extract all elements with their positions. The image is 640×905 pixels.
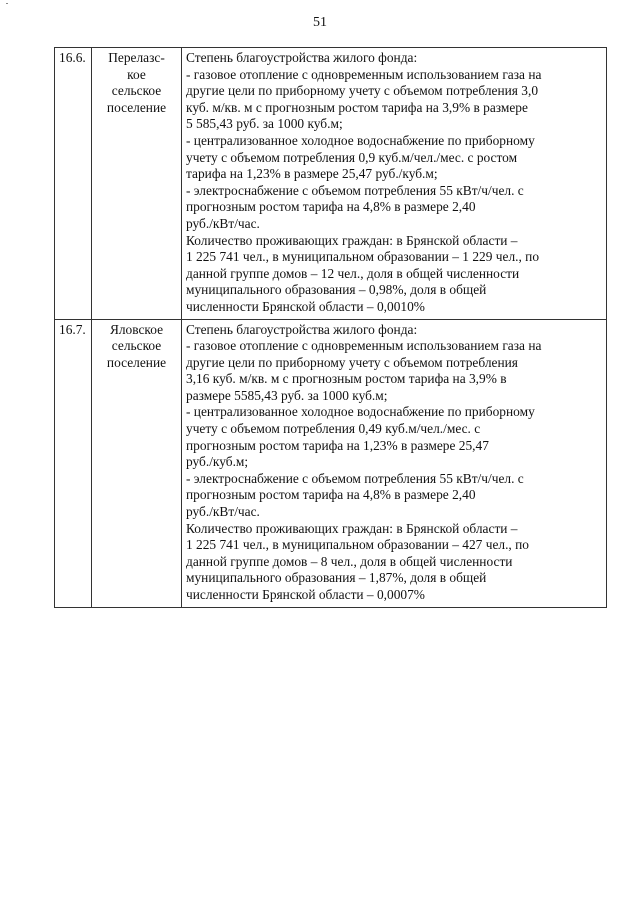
description-cell xyxy=(182,319,607,607)
description-line: размере 5585,43 руб. за 1000 куб.м; xyxy=(186,387,388,403)
settlement-name-line: кое xyxy=(127,66,146,82)
description-line: учету с объемом потребления 0,9 куб.м/чел./мес. с ростом xyxy=(186,149,518,165)
description-line: другие цели по приборному учету с объемом потребления 3,0 xyxy=(186,83,539,99)
description-line: - централизованное холодное водоснабжение по приборному xyxy=(186,132,535,148)
description-line: численности Брянской области – 0,0007% xyxy=(186,587,425,602)
description-line: данной группе домов – 12 чел., доля в общей численности xyxy=(186,265,520,281)
description-line: куб. м/кв. м с прогнозным ростом тарифа на 3,9% в размере xyxy=(186,99,528,115)
description-line: - электроснабжение с объемом потребления 55 кВт/ч/чел. с xyxy=(186,182,524,198)
description-line: - централизованное холодное водоснабжение по приборному xyxy=(186,404,535,420)
description-line: прогнозным ростом тарифа на 1,23% в размере 25,47 xyxy=(186,437,489,453)
scan-mark xyxy=(6,3,8,4)
description-line: руб./куб.м; xyxy=(186,454,249,470)
description-line: другие цели по приборному учету с объемом потребления xyxy=(186,354,518,370)
description-line: учету с объемом потребления 0,49 куб.м/чел./мес. с xyxy=(186,421,481,437)
description-line: Степень благоустройства жилого фонда: xyxy=(186,321,418,337)
settlement-name-line: сельское xyxy=(111,338,162,354)
table-row-16-6 xyxy=(55,48,607,320)
table-row-16-7 xyxy=(55,319,607,607)
description-line: - электроснабжение с объемом потребления 55 кВт/ч/чел. с xyxy=(186,470,524,486)
row-number: 16.6. xyxy=(55,48,92,320)
description-line: муниципального образования – 0,98%, доля в общей xyxy=(186,282,487,298)
settlement-name-line: поселение xyxy=(106,99,167,115)
description-line: прогнозным ростом тарифа на 4,8% в размере 2,40 xyxy=(186,487,476,503)
settlement-name-cell xyxy=(92,48,182,320)
description-line: Количество проживающих граждан: в Брянской области – xyxy=(186,520,518,536)
description-line: - газовое отопление с одновременным использованием газа на xyxy=(186,66,542,82)
description-line: 1 225 741 чел., в муниципальном образовании – 427 чел., по xyxy=(186,537,529,553)
settlement-name-line: Яловское xyxy=(109,321,164,337)
description-line: муниципального образования – 1,87%, доля в общей xyxy=(186,570,487,586)
description-line: данной группе домов – 8 чел., доля в общей численности xyxy=(186,553,513,569)
settlement-name-line: поселение xyxy=(106,354,167,370)
settlement-name-line: Перелазс- xyxy=(108,50,165,65)
description-line: 1 225 741 чел., в муниципальном образовании – 1 229 чел., по xyxy=(186,249,540,265)
description-cell xyxy=(182,48,607,320)
settlement-table xyxy=(54,47,607,608)
description-line: - газовое отопление с одновременным использованием газа на xyxy=(186,338,542,354)
description-line: тарифа на 1,23% в размере 25,47 руб./куб.м; xyxy=(186,166,438,182)
description-line: руб./кВт/час. xyxy=(186,504,260,520)
settlement-name-cell xyxy=(92,319,182,607)
description-line: Степень благоустройства жилого фонда: xyxy=(186,50,418,65)
row-number: 16.7. xyxy=(55,319,92,607)
description-line: прогнозным ростом тарифа на 4,8% в размере 2,40 xyxy=(186,199,476,215)
description-line: Количество проживающих граждан: в Брянской области – xyxy=(186,232,518,248)
description-line: 5 585,43 руб. за 1000 куб.м; xyxy=(186,116,343,132)
settlement-name-line: сельское xyxy=(111,83,162,99)
description-line: 3,16 куб. м/кв. м с прогнозным ростом тарифа на 3,9% в xyxy=(186,371,507,387)
description-line: численности Брянской области – 0,0010% xyxy=(186,298,425,314)
page-number: 51 xyxy=(313,15,327,30)
description-line: руб./кВт/час. xyxy=(186,215,260,231)
